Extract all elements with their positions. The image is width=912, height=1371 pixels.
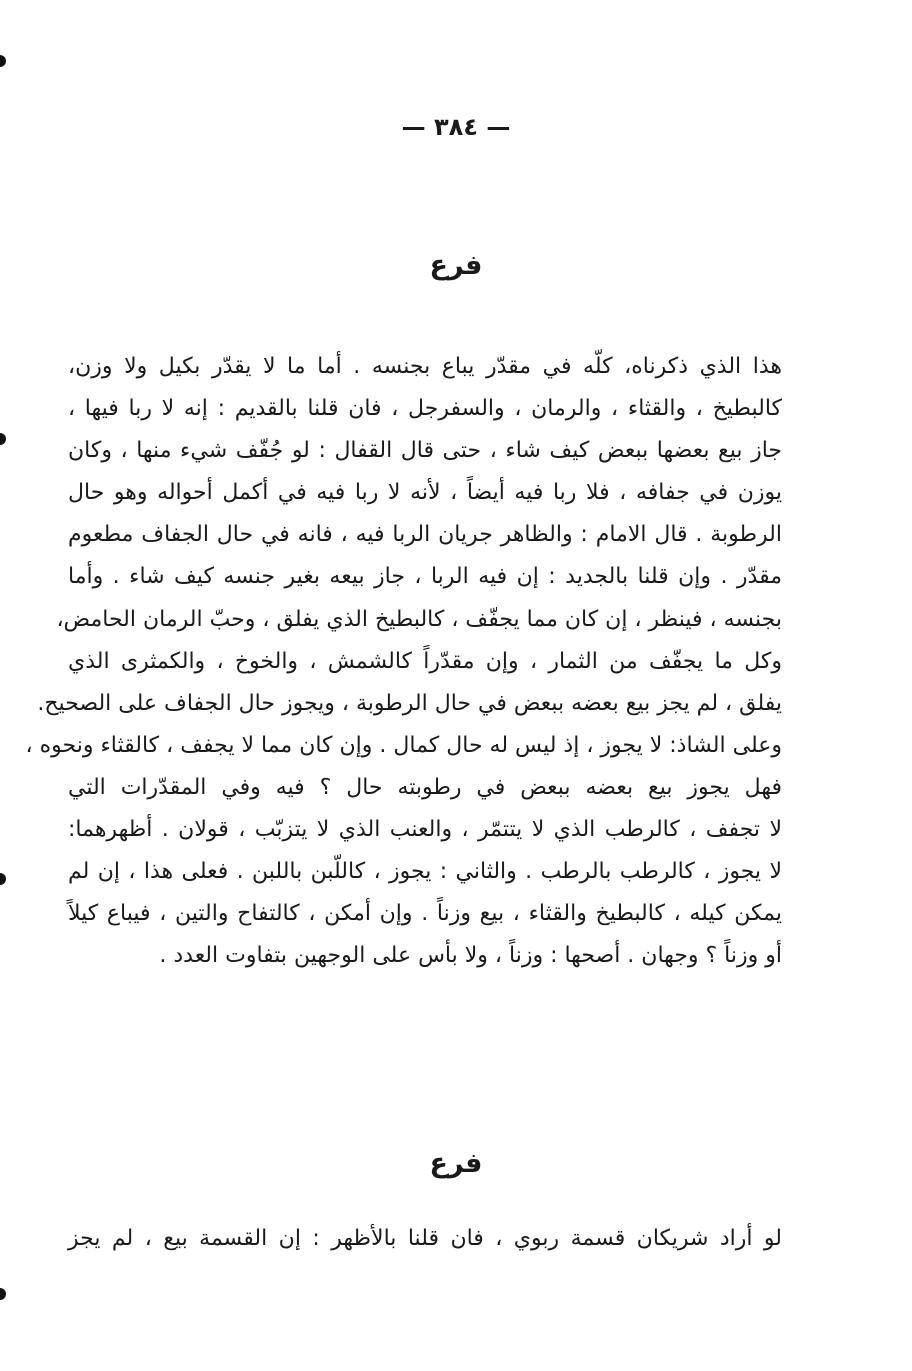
text-line: هذا الذي ذكرناه، كلّه في مقدّر يباع بجنسه . أما ما لا يقدّر بكيل ولا وزن، bbox=[68, 354, 782, 379]
text-line: يمكن كيله ، كالبطيخ والقثاء ، بيع وزناً . وإن أمكن ، كالتفاح والتين ، فيباع كيلاً bbox=[68, 901, 782, 927]
section-heading: فرع bbox=[429, 250, 483, 281]
scan-edge-mark bbox=[0, 873, 6, 885]
text-line: فهل يجوز بيع بعضه ببعض في رطوبته حال ؟ فيه وفي المقدّرات التي bbox=[68, 774, 782, 800]
scan-edge-mark bbox=[0, 55, 6, 67]
text-line: الرطوبة . قال الامام : والظاهر جريان الربا فيه ، فانه في حال الجفاف مطعوم bbox=[68, 522, 782, 548]
text-line: يوزن في جفافه ، فلا ربا فيه أيضاً ، لأنه لا ربا فيه في أكمل أحواله وهو حال bbox=[68, 480, 782, 506]
scan-edge-mark bbox=[0, 433, 6, 445]
text-line: وكل ما يجفّف من الثمار ، وإن مقدّراً كالشمش ، والخوخ ، والكمثرى الذي bbox=[68, 648, 782, 674]
text-line: لا تجفف ، كالرطب الذي لا يتتمّر ، والعنب الذي لا يتزبّب ، قولان . أظهرهما: bbox=[68, 817, 782, 843]
section-heading: فرع bbox=[429, 1148, 483, 1179]
text-line: كالبطيخ ، والقثاء ، والرمان ، والسفرجل ، فان قلنا بالقديم : إنه لا ربا فيها ، bbox=[68, 396, 782, 422]
text-line: بجنسه ، فينظر ، إن كان مما يجفّف ، كالبطيخ الذي يفلق ، وحبّ الرمان الحامض، bbox=[56, 606, 782, 632]
text-line: جاز بيع بعضها ببعض كيف شاء ، حتى قال القفال : لو جُفّف شيء منها ، وكان bbox=[68, 438, 782, 464]
text-line: مقدّر . وإن قلنا بالجديد : إن فيه الربا ، جاز بيعه بغير جنسه كيف شاء . وأما bbox=[68, 564, 782, 590]
section-body bbox=[25, 346, 782, 977]
text-line: لا يجوز ، كالرطب بالرطب . والثاني : يجوز ، كاللّبن باللبن . فعلى هذا ، إن لم bbox=[68, 859, 782, 885]
scan-edge-mark bbox=[0, 1288, 6, 1300]
section-body bbox=[68, 1218, 782, 1260]
text-line: يفلق ، لم يجز بيع بعضه ببعض في حال الرطوبة ، ويجوز حال الجفاف على الصحيح. bbox=[37, 690, 782, 716]
page-number: — ٣٨٤ — bbox=[401, 113, 511, 141]
text-line: لو أراد شريكان قسمة ربوي ، فان قلنا بالأظهر : إن القسمة بيع ، لم يجز bbox=[68, 1226, 782, 1251]
text-line: وعلى الشاذ: لا يجوز ، إذ ليس له حال كمال . وإن كان مما لا يجفف ، كالقثاء ونحوه ، bbox=[25, 732, 782, 758]
text-line: أو وزناً ؟ وجهان . أصحها : وزناً ، ولا بأس على الوجهين بتفاوت العدد . bbox=[159, 943, 782, 969]
